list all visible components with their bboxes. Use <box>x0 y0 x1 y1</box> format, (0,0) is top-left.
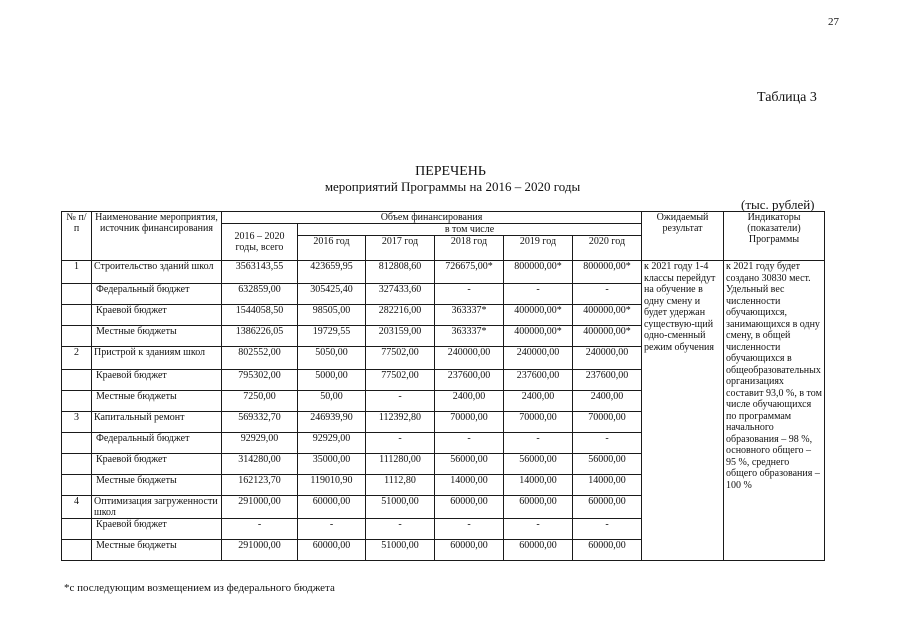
row-number <box>62 519 92 540</box>
cell-2019: 60000,00 <box>504 496 573 519</box>
cell-2020: - <box>573 284 642 305</box>
cell-total: 632859,00 <box>222 284 298 305</box>
row-number <box>62 391 92 412</box>
cell-2016: 60000,00 <box>298 540 366 561</box>
cell-2019: - <box>504 433 573 454</box>
row-name: Краевой бюджет <box>92 370 222 391</box>
header-total: 2016 – 2020 годы, всего <box>222 224 298 261</box>
cell-2017: 327433,60 <box>366 284 435 305</box>
cell-2016: 92929,00 <box>298 433 366 454</box>
cell-total: 795302,00 <box>222 370 298 391</box>
header-year: 2018 год <box>435 236 504 261</box>
cell-2020: 70000,00 <box>573 412 642 433</box>
cell-total: 314280,00 <box>222 454 298 475</box>
cell-2019: 237600,00 <box>504 370 573 391</box>
cell-2018: 240000,00 <box>435 347 504 370</box>
cell-2018: 726675,00* <box>435 261 504 284</box>
cell-2018: 60000,00 <box>435 496 504 519</box>
cell-2017: 112392,80 <box>366 412 435 433</box>
cell-2019: 400000,00* <box>504 305 573 326</box>
cell-2018: 363337* <box>435 326 504 347</box>
cell-2020: 2400,00 <box>573 391 642 412</box>
row-name: Пристрой к зданиям школ <box>92 347 222 370</box>
cell-2018: 56000,00 <box>435 454 504 475</box>
title-line-1: ПЕРЕЧЕНЬ <box>415 164 486 179</box>
cell-2016: 35000,00 <box>298 454 366 475</box>
row-number <box>62 326 92 347</box>
cell-2020: 14000,00 <box>573 475 642 496</box>
row-number: 1 <box>62 261 92 284</box>
row-name: Местные бюджеты <box>92 391 222 412</box>
cell-2020: 240000,00 <box>573 347 642 370</box>
expected-result-cell: к 2021 году 1-4 классы перейдут на обучение в одну смену и будет удержан существую-щий одно-сменный режим обучения <box>642 261 724 561</box>
units-label: (тыс. рублей) <box>741 197 815 212</box>
row-number: 3 <box>62 412 92 433</box>
cell-2018: 60000,00 <box>435 540 504 561</box>
cell-2017: 203159,00 <box>366 326 435 347</box>
cell-2019: 60000,00 <box>504 540 573 561</box>
row-name: Местные бюджеты <box>92 475 222 496</box>
cell-total: 569332,70 <box>222 412 298 433</box>
header-year: 2019 год <box>504 236 573 261</box>
row-number <box>62 370 92 391</box>
cell-2017: - <box>366 519 435 540</box>
cell-2019: 56000,00 <box>504 454 573 475</box>
cell-2020: 60000,00 <box>573 496 642 519</box>
cell-2017: 51000,00 <box>366 496 435 519</box>
header-expected-result: Ожидаемый результат <box>642 212 724 261</box>
header-indicators: Индикаторы (показатели) Программы <box>724 212 825 261</box>
cell-2020: 800000,00* <box>573 261 642 284</box>
cell-total: 802552,00 <box>222 347 298 370</box>
cell-2018: 14000,00 <box>435 475 504 496</box>
cell-2016: 19729,55 <box>298 326 366 347</box>
header-including: в том числе <box>298 224 642 236</box>
cell-total: 3563143,55 <box>222 261 298 284</box>
cell-2020: 237600,00 <box>573 370 642 391</box>
cell-2019: - <box>504 519 573 540</box>
cell-2017: 51000,00 <box>366 540 435 561</box>
row-name: Федеральный бюджет <box>92 284 222 305</box>
table-label: Таблица 3 <box>757 90 817 105</box>
cell-2016: 119010,90 <box>298 475 366 496</box>
row-number <box>62 454 92 475</box>
cell-2017: 77502,00 <box>366 347 435 370</box>
cell-2020: 400000,00* <box>573 326 642 347</box>
cell-total: 162123,70 <box>222 475 298 496</box>
cell-total: 92929,00 <box>222 433 298 454</box>
cell-2018: 237600,00 <box>435 370 504 391</box>
cell-2019: 2400,00 <box>504 391 573 412</box>
row-number <box>62 433 92 454</box>
cell-2017: 77502,00 <box>366 370 435 391</box>
cell-total: 291000,00 <box>222 496 298 519</box>
page-number: 27 <box>828 16 839 28</box>
header-number: № п/п <box>62 212 92 261</box>
cell-2019: 14000,00 <box>504 475 573 496</box>
cell-2019: 800000,00* <box>504 261 573 284</box>
cell-2020: - <box>573 433 642 454</box>
cell-2017: 1112,80 <box>366 475 435 496</box>
cell-2017: 282216,00 <box>366 305 435 326</box>
cell-2019: - <box>504 284 573 305</box>
title-line-2: мероприятий Программы на 2016 – 2020 годы <box>324 179 581 194</box>
cell-2016: - <box>298 519 366 540</box>
cell-2017: 111280,00 <box>366 454 435 475</box>
row-name: Краевой бюджет <box>92 454 222 475</box>
cell-2016: 60000,00 <box>298 496 366 519</box>
row-number: 4 <box>62 496 92 519</box>
row-name: Федеральный бюджет <box>92 433 222 454</box>
cell-2020: 60000,00 <box>573 540 642 561</box>
cell-2018: 70000,00 <box>435 412 504 433</box>
cell-2018: - <box>435 433 504 454</box>
cell-total: 7250,00 <box>222 391 298 412</box>
header-volume: Объем финансирования <box>222 212 642 224</box>
table-row <box>62 261 825 284</box>
footnote: *с последующим возмещением из федерального бюджета <box>64 582 335 594</box>
cell-2018: - <box>435 519 504 540</box>
cell-2018: - <box>435 284 504 305</box>
cell-2019: 240000,00 <box>504 347 573 370</box>
cell-2016: 50,00 <box>298 391 366 412</box>
row-number <box>62 540 92 561</box>
header-name: Наименование мероприятия, источник финансирования <box>92 212 222 261</box>
financing-table <box>61 211 825 561</box>
row-number <box>62 284 92 305</box>
cell-total: 1386226,05 <box>222 326 298 347</box>
row-name: Строительство зданий школ <box>92 261 222 284</box>
row-number <box>62 475 92 496</box>
header-year: 2020 год <box>573 236 642 261</box>
row-name: Краевой бюджет <box>92 305 222 326</box>
cell-2018: 363337* <box>435 305 504 326</box>
row-name: Местные бюджеты <box>92 326 222 347</box>
row-number: 2 <box>62 347 92 370</box>
cell-2016: 305425,40 <box>298 284 366 305</box>
cell-2020: - <box>573 519 642 540</box>
header-year: 2016 год <box>298 236 366 261</box>
cell-2016: 5000,00 <box>298 370 366 391</box>
cell-total: 1544058,50 <box>222 305 298 326</box>
row-name: Краевой бюджет <box>92 519 222 540</box>
cell-2017: - <box>366 391 435 412</box>
cell-2016: 98505,00 <box>298 305 366 326</box>
cell-2019: 400000,00* <box>504 326 573 347</box>
row-name: Местные бюджеты <box>92 540 222 561</box>
document-title <box>0 164 905 194</box>
row-name: Капитальный ремонт <box>92 412 222 433</box>
header-year: 2017 год <box>366 236 435 261</box>
cell-2020: 56000,00 <box>573 454 642 475</box>
indicators-cell: к 2021 году будет создано 30830 мест. Удельный вес численности обучающихся, занимающихся в одну смену, в общей численности обучающихся в общеобразовательных организациях составит 93,0 %, в том числе обучающихся по программам начального образования – 98 %, основного общего – 95 %, среднего общего образования – 100 % <box>724 261 825 561</box>
cell-total: - <box>222 519 298 540</box>
cell-2017: - <box>366 433 435 454</box>
cell-2019: 70000,00 <box>504 412 573 433</box>
cell-2016: 246939,90 <box>298 412 366 433</box>
cell-2017: 812808,60 <box>366 261 435 284</box>
cell-2020: 400000,00* <box>573 305 642 326</box>
cell-2018: 2400,00 <box>435 391 504 412</box>
cell-total: 291000,00 <box>222 540 298 561</box>
cell-2016: 5050,00 <box>298 347 366 370</box>
row-number <box>62 305 92 326</box>
row-name: Оптимизация загруженности школ <box>92 496 222 519</box>
cell-2016: 423659,95 <box>298 261 366 284</box>
